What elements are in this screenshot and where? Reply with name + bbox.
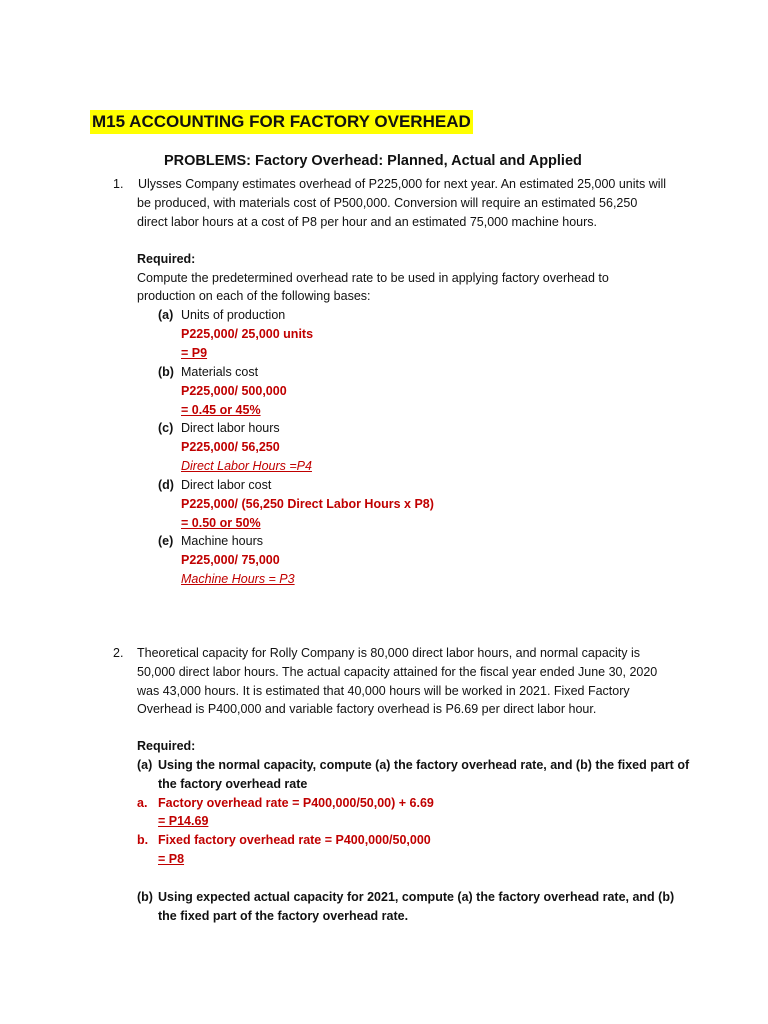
answer-b-text: Fixed factory overhead rate = P400,000/50,000 <box>158 833 431 847</box>
problem-2-line-3: was 43,000 hours. It is estimated that 40,000 hours will be worked in 2021. Fixed Factory <box>137 684 630 698</box>
problem-1-line-3: direct labor hours at a cost of P8 per hour and an estimated 75,000 machine hours. <box>137 215 597 229</box>
section-subtitle: PROBLEMS: Factory Overhead: Planned, Actual and Applied <box>164 153 582 169</box>
problem-2-number: 2. <box>113 646 124 660</box>
problem-1-line-2: be produced, with materials cost of P500,000. Conversion will require an estimated 56,250 <box>137 196 638 210</box>
answer-a-result: = P14.69 <box>158 814 209 828</box>
problem-2-required-label: Required: <box>137 739 196 753</box>
problem-1-instruction-2: production on each of the following bases: <box>137 289 371 303</box>
problem-1-line-1: Ulysses Company estimates overhead of P225,000 for next year. An estimated 25,000 units will <box>138 177 667 191</box>
part-a-line-2: the factory overhead rate <box>158 777 308 791</box>
item-c-label: Direct labor hours <box>181 421 280 435</box>
answer-a-tag: a. <box>137 796 148 810</box>
item-a-calc: P225,000/ 25,000 units <box>181 327 314 341</box>
part-b-line-1: Using expected actual capacity for 2021, compute (a) the factory overhead rate, and (b) <box>158 890 675 904</box>
answer-a-text: Factory overhead rate = P400,000/50,00) + 6.69 <box>158 796 434 810</box>
problem-2-line-1: Theoretical capacity for Rolly Company is 80,000 direct labor hours, and normal capacity is <box>137 646 641 660</box>
item-d-tag: (d) <box>158 478 174 492</box>
item-a-answer: = P9 <box>181 346 208 360</box>
item-e-tag: (e) <box>158 534 174 548</box>
item-e-label: Machine hours <box>181 534 263 548</box>
problem-1-number: 1. <box>113 177 124 191</box>
answer-b-tag: b. <box>137 833 149 847</box>
problem-1-required-label: Required: <box>137 252 196 266</box>
item-a-tag: (a) <box>158 308 174 322</box>
problem-1-instruction-1: Compute the predetermined overhead rate to be used in applying factory overhead to <box>137 271 609 285</box>
item-d-answer: = 0.50 or 50% <box>181 516 261 530</box>
item-b-label: Materials cost <box>181 365 259 379</box>
item-a-label: Units of production <box>181 308 286 322</box>
page-title: M15 ACCOUNTING FOR FACTORY OVERHEAD <box>90 110 473 134</box>
part-b-line-2: the fixed part of the factory overhead rate. <box>158 909 409 923</box>
item-b-tag: (b) <box>158 365 174 379</box>
item-c-calc: P225,000/ 56,250 <box>181 440 280 454</box>
answer-b-result: = P8 <box>158 852 185 866</box>
part-a-tag: (a) <box>137 758 153 772</box>
item-b-calc: P225,000/ 500,000 <box>181 384 287 398</box>
problem-2-line-2: 50,000 direct labor hours. The actual capacity attained for the fiscal year ended June 30, 2020 <box>137 665 658 679</box>
item-b-answer: = 0.45 or 45% <box>181 403 261 417</box>
item-d-calc: P225,000/ (56,250 Direct Labor Hours x P8) <box>181 497 434 511</box>
part-a-line-1: Using the normal capacity, compute (a) the factory overhead rate, and (b) the fixed part of <box>158 758 690 772</box>
item-d-label: Direct labor cost <box>181 478 272 492</box>
item-c-tag: (c) <box>158 421 174 435</box>
item-c-answer: Direct Labor Hours =P4 <box>181 459 312 473</box>
problem-2-line-4: Overhead is P400,000 and variable factory overhead is P6.69 per direct labor hour. <box>137 702 597 716</box>
part-b-tag: (b) <box>137 890 153 904</box>
item-e-calc: P225,000/ 75,000 <box>181 553 280 567</box>
item-e-answer: Machine Hours = P3 <box>181 572 295 586</box>
